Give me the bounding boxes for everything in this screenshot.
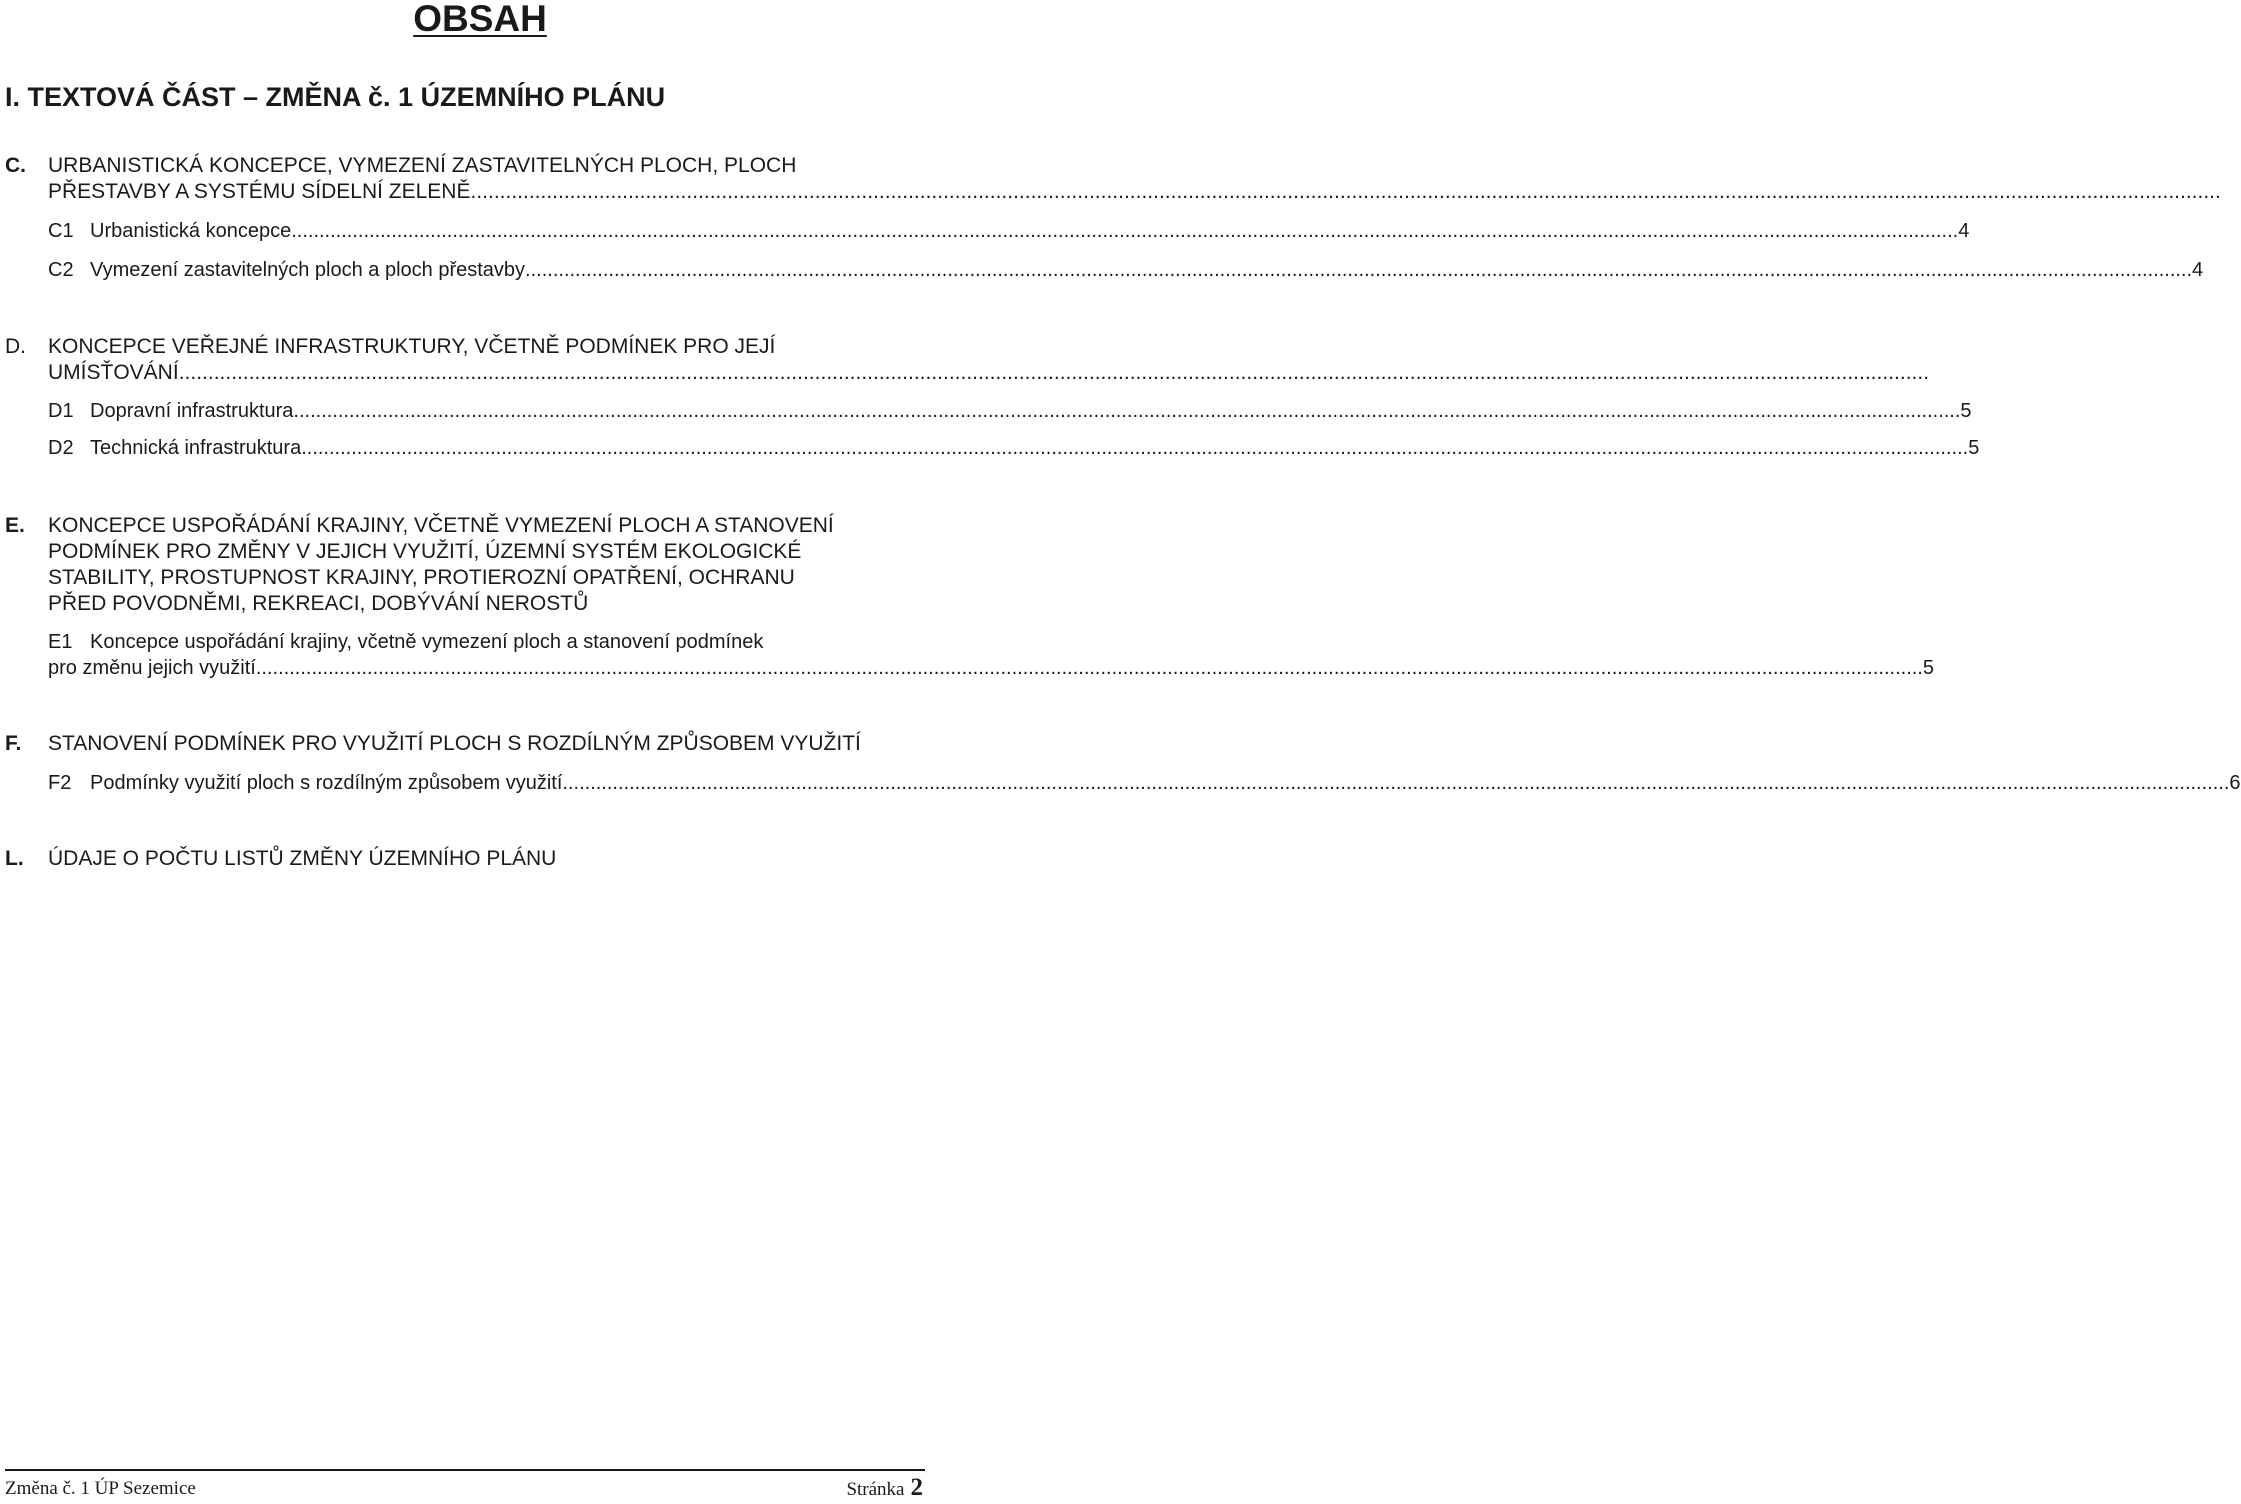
toc-entry-d1-page: 5 <box>1960 400 1972 422</box>
dot-leader: ............................................................................................................................................................................................................................................................................................................ <box>470 180 2221 203</box>
toc-entry-c2[interactable] <box>48 257 2204 283</box>
toc-entry-e1-label-line1: Koncepce uspořádání krajiny, včetně vymezení ploch a stanovení podmínek <box>90 631 764 653</box>
dot-leader: ............................................................................................................................................................................................................................................................................................................ <box>525 259 2193 281</box>
section-c-title-line2-row <box>48 179 2221 205</box>
section-d-title-line1: KONCEPCE VEŘEJNÉ INFRASTRUKTURY, VČETNĚ PODMÍNEK PRO JEJÍ <box>48 335 776 358</box>
section-d-letter: D. <box>5 335 26 358</box>
section-f-title[interactable] <box>48 731 924 757</box>
section-f-letter: F. <box>5 732 22 755</box>
toc-entry-c1-label: Urbanistická koncepce <box>90 220 292 242</box>
dot-leader: ............................................................................................................................................................................................................................................................................................................ <box>291 220 1959 242</box>
toc-entry-d2-label: Technická infrastruktura <box>90 437 302 459</box>
section-e-title[interactable] <box>48 513 924 617</box>
section-d-title-line2: UMÍSŤOVÁNÍ <box>48 361 179 384</box>
toc-entry-f2[interactable] <box>48 770 2241 796</box>
toc-entry-c2-label: Vymezení zastavitelných ploch a ploch přestavby <box>90 259 526 281</box>
toc-entry-e1[interactable] <box>48 629 1934 681</box>
dot-leader: ............................................................................................................................................................................................................................................................................................................ <box>301 437 1969 459</box>
toc-entry-f2-page: 6 <box>2229 772 2241 794</box>
section-c-title-line2: PŘESTAVBY A SYSTÉMU SÍDELNÍ ZELENĚ <box>48 180 471 203</box>
toc-entry-f2-label: Podmínky využití ploch s rozdílným způsobem využití <box>90 772 563 794</box>
toc-entry-c2-number: C2 <box>48 259 74 281</box>
toc-entry-c1[interactable] <box>48 218 1970 244</box>
dot-leader: ............................................................................................................................................................................................................................................................................................................ <box>562 772 2230 794</box>
toc-entry-e1-number: E1 <box>48 631 73 653</box>
section-c-letter: C. <box>5 154 26 177</box>
footer-page-label: Stránka <box>846 1479 905 1500</box>
section-e-letter: E. <box>5 514 25 537</box>
footer-page-number <box>846 1474 923 1504</box>
footer-divider <box>5 1469 925 1471</box>
toc-entry-c1-page: 4 <box>1958 220 1970 242</box>
section-f-title-line1: STANOVENÍ PODMÍNEK PRO VYUŽITÍ PLOCH S ROZDÍLNÝM ZPŮSOBEM VYUŽITÍ <box>48 732 861 755</box>
toc-entry-e1-label-line2: pro změnu jejich využití <box>48 657 256 679</box>
dot-leader: ............................................................................................................................................................................................................................................................................................................ <box>293 400 1961 422</box>
toc-entry-c2-page: 4 <box>2192 259 2204 281</box>
section-e-title-line4: PŘED POVODNĚMI, REKREACI, DOBÝVÁNÍ NEROSTŮ <box>48 592 589 615</box>
section-c-title[interactable] <box>48 153 2221 205</box>
toc-entry-d1[interactable] <box>48 398 1972 424</box>
page-title: OBSAH <box>413 0 547 39</box>
dot-leader: ............................................................................................................................................................................................................................................................................................................ <box>178 361 1930 384</box>
section-d-title-line2-row <box>48 360 1930 386</box>
toc-entry-e1-page: 5 <box>1922 657 1934 679</box>
section-l-title[interactable] <box>48 846 924 872</box>
section-l-letter: L. <box>5 847 24 870</box>
toc-entry-c1-number: C1 <box>48 220 74 242</box>
toc-entry-d2-number: D2 <box>48 437 74 459</box>
toc-entry-d1-number: D1 <box>48 400 74 422</box>
section-c-title-line1: URBANISTICKÁ KONCEPCE, VYMEZENÍ ZASTAVITELNÝCH PLOCH, PLOCH <box>48 154 797 177</box>
footer-document-name: Změna č. 1 ÚP Sezemice <box>5 1478 196 1499</box>
section-d-title[interactable] <box>48 334 1930 386</box>
dot-leader: ............................................................................................................................................................................................................................................................................................................ <box>255 657 1923 679</box>
footer-page-value: 2 <box>910 1474 923 1501</box>
toc-entry-d2[interactable] <box>48 435 1980 461</box>
section-l-title-line1: ÚDAJE O POČTU LISTŮ ZMĚNY ÚZEMNÍHO PLÁNU <box>48 847 557 870</box>
toc-entry-d2-page: 5 <box>1968 437 1980 459</box>
part-heading: I. TEXTOVÁ ČÁST – ZMĚNA č. 1 ÚZEMNÍHO PLÁNU <box>5 82 666 112</box>
toc-entry-f2-number: F2 <box>48 772 72 794</box>
section-e-title-line3: STABILITY, PROSTUPNOST KRAJINY, PROTIEROZNÍ OPATŘENÍ, OCHRANU <box>48 566 795 589</box>
section-e-title-line2: PODMÍNEK PRO ZMĚNY V JEJICH VYUŽITÍ, ÚZEMNÍ SYSTÉM EKOLOGICKÉ <box>48 540 802 563</box>
toc-entry-d1-label: Dopravní infrastruktura <box>90 400 294 422</box>
section-e-title-line1: KONCEPCE USPOŘÁDÁNÍ KRAJINY, VČETNĚ VYMEZENÍ PLOCH A STANOVENÍ <box>48 514 834 537</box>
